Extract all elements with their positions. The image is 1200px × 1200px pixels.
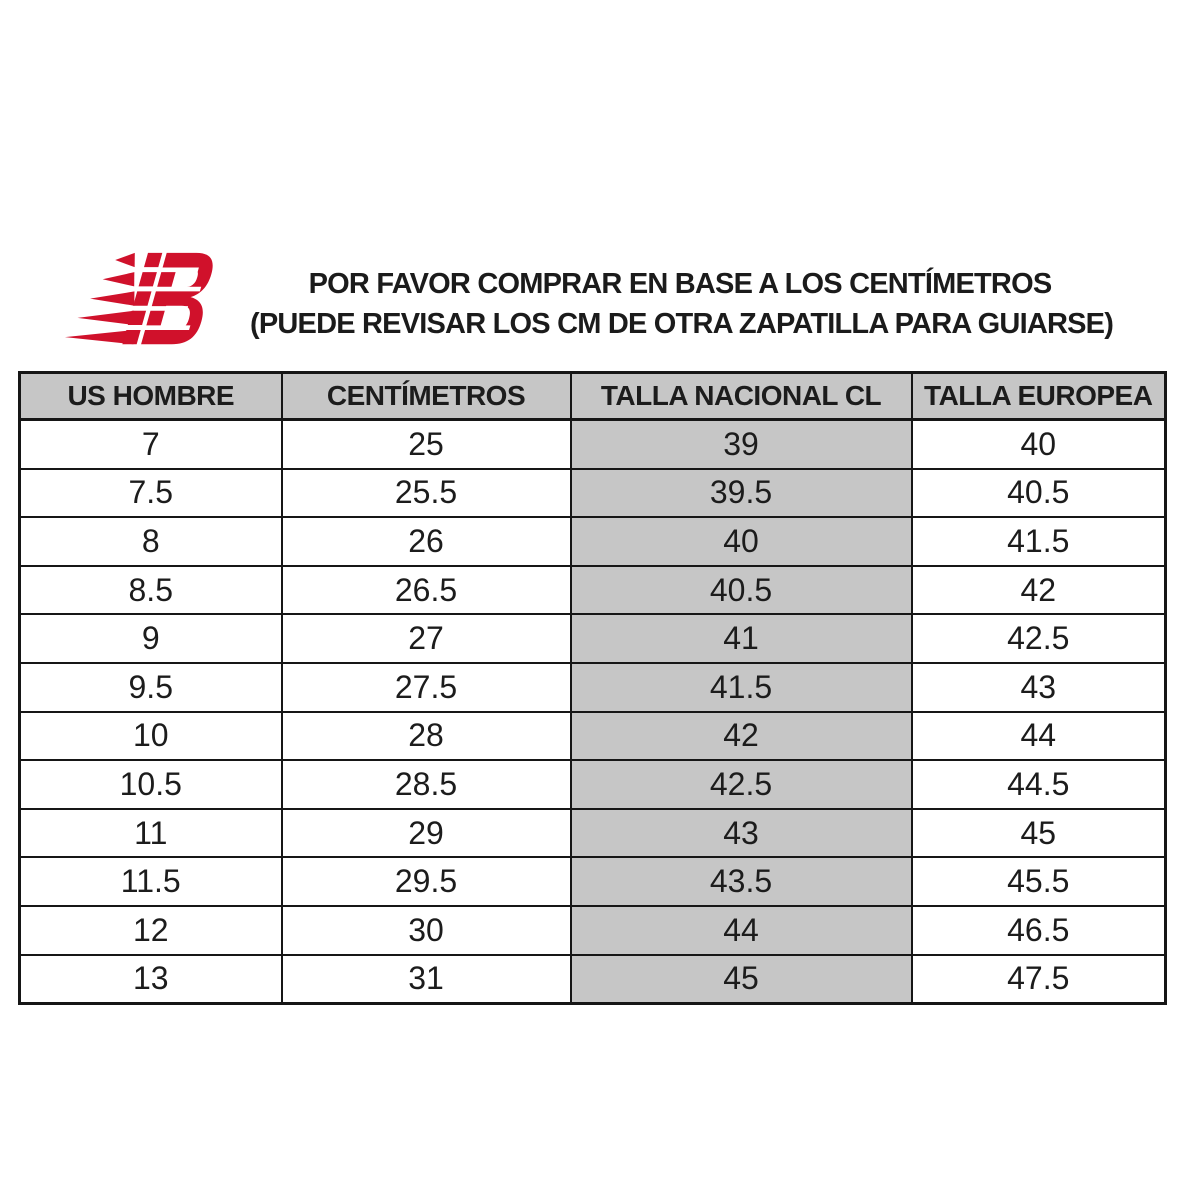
table-cell: 10.5 bbox=[20, 760, 282, 809]
table-cell: 29.5 bbox=[282, 857, 571, 906]
table-row bbox=[20, 760, 1166, 809]
table-cell: 7.5 bbox=[20, 469, 282, 518]
table-row bbox=[20, 566, 1166, 615]
nb-logo-icon bbox=[60, 250, 225, 350]
table-cell: 29 bbox=[282, 809, 571, 858]
table-cell: 45.5 bbox=[912, 857, 1166, 906]
table-row bbox=[20, 906, 1166, 955]
table-cell: 9.5 bbox=[20, 663, 282, 712]
table-row bbox=[20, 469, 1166, 518]
table-row bbox=[20, 955, 1166, 1004]
table-cell: 31 bbox=[282, 955, 571, 1004]
table-cell: 41.5 bbox=[912, 517, 1166, 566]
table-cell: 43.5 bbox=[571, 857, 912, 906]
new-balance-logo bbox=[60, 250, 225, 350]
table-cell: 27.5 bbox=[282, 663, 571, 712]
table-cell: 30 bbox=[282, 906, 571, 955]
table-cell: 39.5 bbox=[571, 469, 912, 518]
column-header-us-hombre: US HOMBRE bbox=[20, 373, 282, 420]
table-cell: 47.5 bbox=[912, 955, 1166, 1004]
table-row bbox=[20, 663, 1166, 712]
table-cell: 44.5 bbox=[912, 760, 1166, 809]
table-cell: 25 bbox=[282, 420, 571, 469]
table-row bbox=[20, 420, 1166, 469]
table-cell: 45 bbox=[912, 809, 1166, 858]
table-cell: 11 bbox=[20, 809, 282, 858]
title-line-2: (PUEDE REVISAR LOS CM DE OTRA ZAPATILLA PARA GUIARSE) bbox=[250, 308, 1114, 340]
table-cell: 10 bbox=[20, 712, 282, 761]
table-row bbox=[20, 517, 1166, 566]
table-cell: 7 bbox=[20, 420, 282, 469]
title-line-1: POR FAVOR COMPRAR EN BASE A LOS CENTÍMETROS bbox=[308, 268, 1052, 300]
table-cell: 40 bbox=[912, 420, 1166, 469]
table-cell: 39 bbox=[571, 420, 912, 469]
table-row bbox=[20, 712, 1166, 761]
table-row bbox=[20, 809, 1166, 858]
column-header-talla-nacional: TALLA NACIONAL CL bbox=[571, 373, 912, 420]
table-cell: 26 bbox=[282, 517, 571, 566]
table-cell: 28.5 bbox=[282, 760, 571, 809]
table-cell: 41.5 bbox=[571, 663, 912, 712]
table-cell: 40.5 bbox=[571, 566, 912, 615]
column-header-centimetros: CENTÍMETROS bbox=[282, 373, 571, 420]
table-row bbox=[20, 857, 1166, 906]
table-cell: 42 bbox=[912, 566, 1166, 615]
table-body bbox=[20, 420, 1166, 1004]
table-cell: 44 bbox=[571, 906, 912, 955]
table-cell: 43 bbox=[912, 663, 1166, 712]
table-cell: 8 bbox=[20, 517, 282, 566]
table-cell: 43 bbox=[571, 809, 912, 858]
table-cell: 45 bbox=[571, 955, 912, 1004]
column-header-talla-europea: TALLA EUROPEA bbox=[912, 373, 1166, 420]
table-cell: 42.5 bbox=[571, 760, 912, 809]
page-title bbox=[250, 264, 1114, 344]
table-row bbox=[20, 614, 1166, 663]
table-header-row bbox=[20, 373, 1166, 420]
table-cell: 40 bbox=[571, 517, 912, 566]
table-cell: 46.5 bbox=[912, 906, 1166, 955]
table-cell: 9 bbox=[20, 614, 282, 663]
table-cell: 42 bbox=[571, 712, 912, 761]
table-cell: 25.5 bbox=[282, 469, 571, 518]
table-cell: 26.5 bbox=[282, 566, 571, 615]
table-cell: 11.5 bbox=[20, 857, 282, 906]
table-cell: 44 bbox=[912, 712, 1166, 761]
table-cell: 41 bbox=[571, 614, 912, 663]
table-cell: 42.5 bbox=[912, 614, 1166, 663]
table-cell: 40.5 bbox=[912, 469, 1166, 518]
table-cell: 13 bbox=[20, 955, 282, 1004]
table-cell: 27 bbox=[282, 614, 571, 663]
table-cell: 28 bbox=[282, 712, 571, 761]
table-cell: 12 bbox=[20, 906, 282, 955]
table-cell: 8.5 bbox=[20, 566, 282, 615]
size-table bbox=[18, 371, 1167, 1005]
